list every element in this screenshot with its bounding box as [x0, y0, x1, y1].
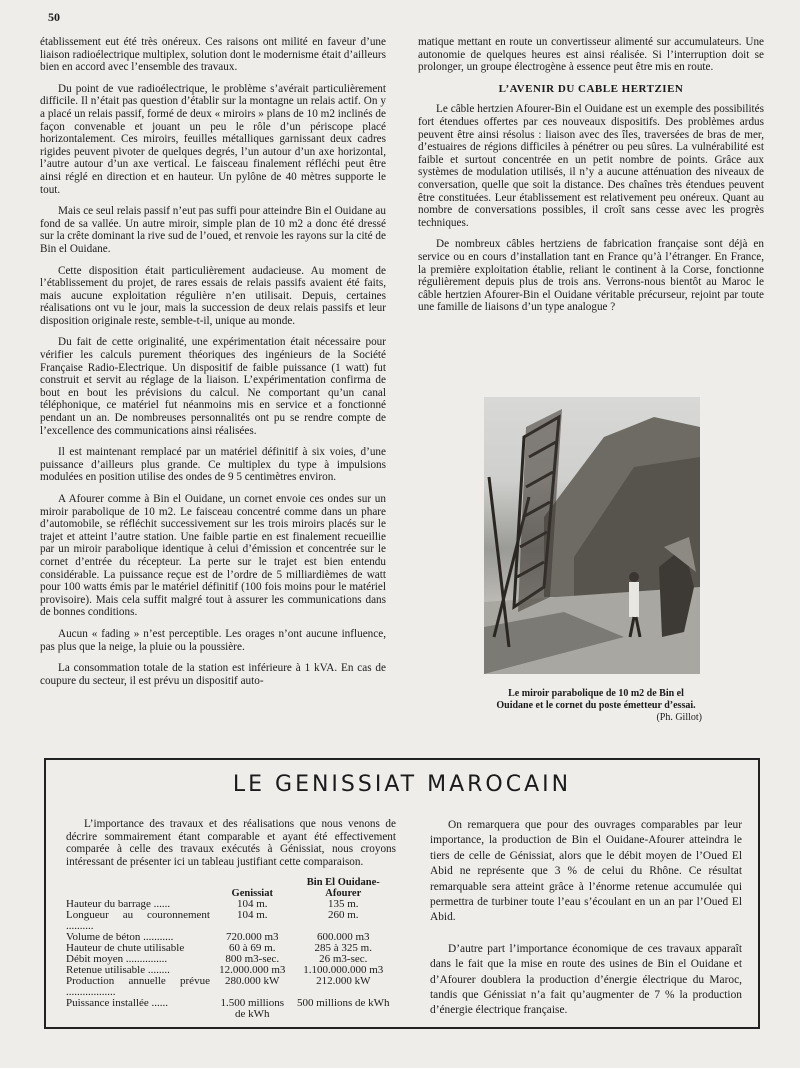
body-paragraph: Du fait de cette originalité, une expérimentation était nécessaire pour vérifier les calculs purement théoriques des ingénieurs de la Société Française Radio-Electrique. Un dispositif de faible puissance (1 watt) fut construit et servit au réglage de la liaison. L’expérimentation confirma de bout en bout les prévisions du calcul. Ne comportant qu’un canal téléphonique, ce matériel fut néanmoins mis en service et a fonctionné pendant un an. De nombreuses personnalités ont pu se rendre compte de l’excellence des communications ainsi réalisées.: [40, 336, 386, 437]
row-label: Retenue utilisable ........: [66, 964, 170, 977]
table-header: Bin El Ouidane-Afourer: [306, 877, 380, 900]
genissiat-value: 104 m.: [236, 898, 268, 911]
genissiat-value: 12.000.000 m3: [219, 964, 286, 977]
afourer-value: 26 m3-sec.: [319, 953, 368, 966]
box-left-column: [66, 818, 396, 1020]
article-right-column: [418, 36, 764, 323]
row-label: Débit moyen ...............: [66, 953, 168, 966]
page-number: 50: [48, 10, 60, 24]
afourer-value: 135 m.: [327, 898, 359, 911]
row-label: Production annuelle prévue ..................: [66, 975, 210, 999]
body-paragraph: De nombreux câbles hertziens de fabrication française sont déjà en service ou en cours d’installation tant en France qu’à l’étranger. En France, la première exploitation établie, reliant le continent à la Corse, fonctionne régulièrement depuis plus de trois ans. Verrons-nous bientôt au Maroc le câble hertzien Afourer-Bin el Ouidane véritable précurseur, rejoint par toute une famille de liaisons d’un type analogue ?: [418, 238, 764, 314]
genissiat-box: [44, 758, 760, 1029]
table-row: [66, 910, 396, 932]
photo-caption: [490, 688, 702, 724]
afourer-value: 600.000 m3: [316, 931, 370, 944]
afourer-value: 500 millions de kWh: [296, 997, 390, 1010]
afourer-value: 1.100.000.000 m3: [303, 964, 384, 977]
genissiat-value: 1.500 millions de kWh: [220, 997, 285, 1021]
body-paragraph: Mais ce seul relais passif n’eut pas suffi pour atteindre Bin el Ouidane au fond de sa vallée. Un autre miroir, simple plan de 10 m2 a donc été dressé sur la crête dominant la rive sud de l’oued, et renvoie les rayons sur la cité de Bin el Ouidane.: [40, 205, 386, 255]
genissiat-value: 104 m.: [236, 909, 268, 922]
afourer-value: 260 m.: [327, 909, 359, 922]
body-paragraph: établissement eut été très onéreux. Ces raisons ont milité en faveur d’une liaison radioélectrique multiplex, solution dont le modernisme était d’ailleurs bien en accord avec l’ensemble des travaux.: [40, 36, 386, 74]
photo-illustration: [484, 397, 700, 674]
section-heading: L’AVENIR DU CABLE HERTZIEN: [498, 82, 684, 95]
table-row: [66, 998, 396, 1020]
comparison-table: [66, 877, 396, 1020]
body-paragraph: Il est maintenant remplacé par un matériel définitif à six voies, d’une puissance d’ailleurs plus grande. Ce multiplex du type à impulsions modulées en position utilise des ondes de 9 5 centimètres environ.: [40, 446, 386, 484]
box-intro: L’importance des travaux et des réalisations que nous venons de décrire sommairement étant comparable et ayant été effectivement comparée à celle des travaux exécutés à Génissiat, nous croyons intéressant de présenter ici un tableau justifiant cette comparaison.: [66, 818, 396, 868]
article-left-column: [40, 36, 386, 696]
row-label: Volume de béton ...........: [66, 931, 174, 944]
body-paragraph: La consommation totale de la station est inférieure à 1 kVA. En cas de coupure du secteur, il est prévu un dispositif auto-: [40, 662, 386, 687]
body-paragraph: A Afourer comme à Bin el Ouidane, un cornet envoie ces ondes sur un miroir parabolique de 10 m2. Le faisceau concentré comme dans un phare d’automobile, se réfléchit successivement sur les trois miroirs placés sur le trajet et atteint l’autre station. Une faible partie en est finalement recueillie par un miroir parabolique identique à celui d’émission et concentrée sur le cornet d’entrée du récepteur. La perte sur le trajet est bien entendu considérable. La puissance reçue est de l’ordre de 5 milliardièmes de watt pour 100 watts émis par le matériel définitif (100 fois moins pour le matériel provisoire). Mais cela suffit malgré tout à assurer les communications dans de bonnes conditions.: [40, 493, 386, 619]
body-paragraph: Aucun « fading » n’est perceptible. Les orages n’ont aucune influence, pas plus que la neige, la pluie ou la poussière.: [40, 627, 386, 653]
caption-text: Le miroir parabolique de 10 m2 de Bin el Ouidane et le cornet du poste émetteur d’essai.: [496, 688, 696, 711]
box-right-column: [430, 818, 742, 1035]
row-label: Puissance installée ......: [66, 997, 169, 1010]
row-label: Longueur au couronnement ..........: [66, 909, 210, 933]
box-paragraph: On remarquera que pour des ouvrages comparables par leur importance, la production de Bin el Ouidane-Afourer atteindra le tiers de celle de Génissiat, alors que le débit moyen de l’Oued El Abid ne représente que 3 % de celui du Rhône. Ce résultat remarquable sera atteint grâce à l’énorme retenue accumulée qui permettra de turbiner toute l’eau s’écoulant en un an par l’Oued El Abid.: [430, 819, 742, 924]
table-row: [66, 976, 396, 998]
body-paragraph: Cette disposition était particulièrement audacieuse. Au moment de l’établissement du projet, de rares essais de relais passifs avaient été faits, mais aucune exploitation régulière n’en utilisait. Depuis, certaines réalisations ont vu le jour, mais la succession de deux relais passifs et leur disposition originale reste, semble-t-il, unique au monde.: [40, 264, 386, 327]
photo-credit: (Ph. Gillot): [656, 712, 702, 723]
mirror-photo: [484, 397, 700, 674]
genissiat-value: 60 à 69 m.: [229, 942, 276, 955]
genissiat-value: 280.000 kW: [225, 975, 280, 988]
table-header-row: [66, 877, 396, 899]
table-header: [66, 877, 214, 899]
afourer-value: 285 à 325 m.: [314, 942, 372, 955]
genissiat-value: 800 m3-sec.: [225, 953, 280, 966]
row-label: Hauteur du barrage ......: [66, 898, 171, 911]
body-paragraph: matique mettant en route un convertisseur alimenté sur accumulateurs. Une autonomie de quelques heures est ainsi réalisée. Si l’interruption doit se prolonger, un groupe électrogène à essence peut être mis en route.: [418, 36, 764, 74]
afourer-value: 212.000 kW: [316, 975, 371, 988]
row-label: Hauteur de chute utilisable: [66, 942, 185, 955]
genissiat-value: 720.000 m3: [225, 931, 279, 944]
box-paragraph: D’autre part l’importance économique de ces travaux apparaît dans le fait que la mise en route des usines de Bin el Ouidane et d’Afourer doublera la production d’énergie électrique du Maroc, tandis que Génissiat n’a fait qu’augmenter de 7 % la production d’énergie électrique française.: [430, 942, 742, 1017]
body-paragraph: Du point de vue radioélectrique, le problème s’avérait particulièrement difficile. Il n’était pas question d’établir sur la montagne un relais actif. On y a placé un relais passif, formé de deux « miroirs » plans de 10 m2 inclinés de façon convenable et jouant un peu le rôle d’un périscope placé horizontalement. Ces miroirs, feuilles métalliques garnissant deux cadres rigides peuvent pivoter de quelques degrés, l’un autour d’un axe horizontal, l’autre autour d’un axe vertical. Le faisceau finalement réfléchi peut être ainsi réglé en direction et en hauteur. Un pylône de 40 mètres supporte le tout.: [40, 82, 386, 196]
table-header: Genissiat: [231, 888, 273, 900]
box-title: LE GENISSIAT MAROCAIN: [232, 772, 572, 797]
body-paragraph: Le câble hertzien Afourer-Bin el Ouidane est un exemple des possibilités fort étendues offertes par ces nouveaux dispositifs. Des problèmes ardus peuvent être ainsi résolus : liaison avec des îles, traversées de bras de mer, d’estuaires de régions difficiles à pénétrer ou peu sûres. La vulnérabilité est faible et surtout concentrée en un petit nombre de points. Grâce aux systèmes de modulation utilisés, il n’y a aucune atténuation des niveaux de conversation, quelle que soit la distance. Des chaînes très étendues peuvent être constituées. Leur établissement est relativement peu onéreux. Quant au nombre de conversations possibles, il croît sans cesse avec les progrès techniques.: [418, 103, 764, 229]
